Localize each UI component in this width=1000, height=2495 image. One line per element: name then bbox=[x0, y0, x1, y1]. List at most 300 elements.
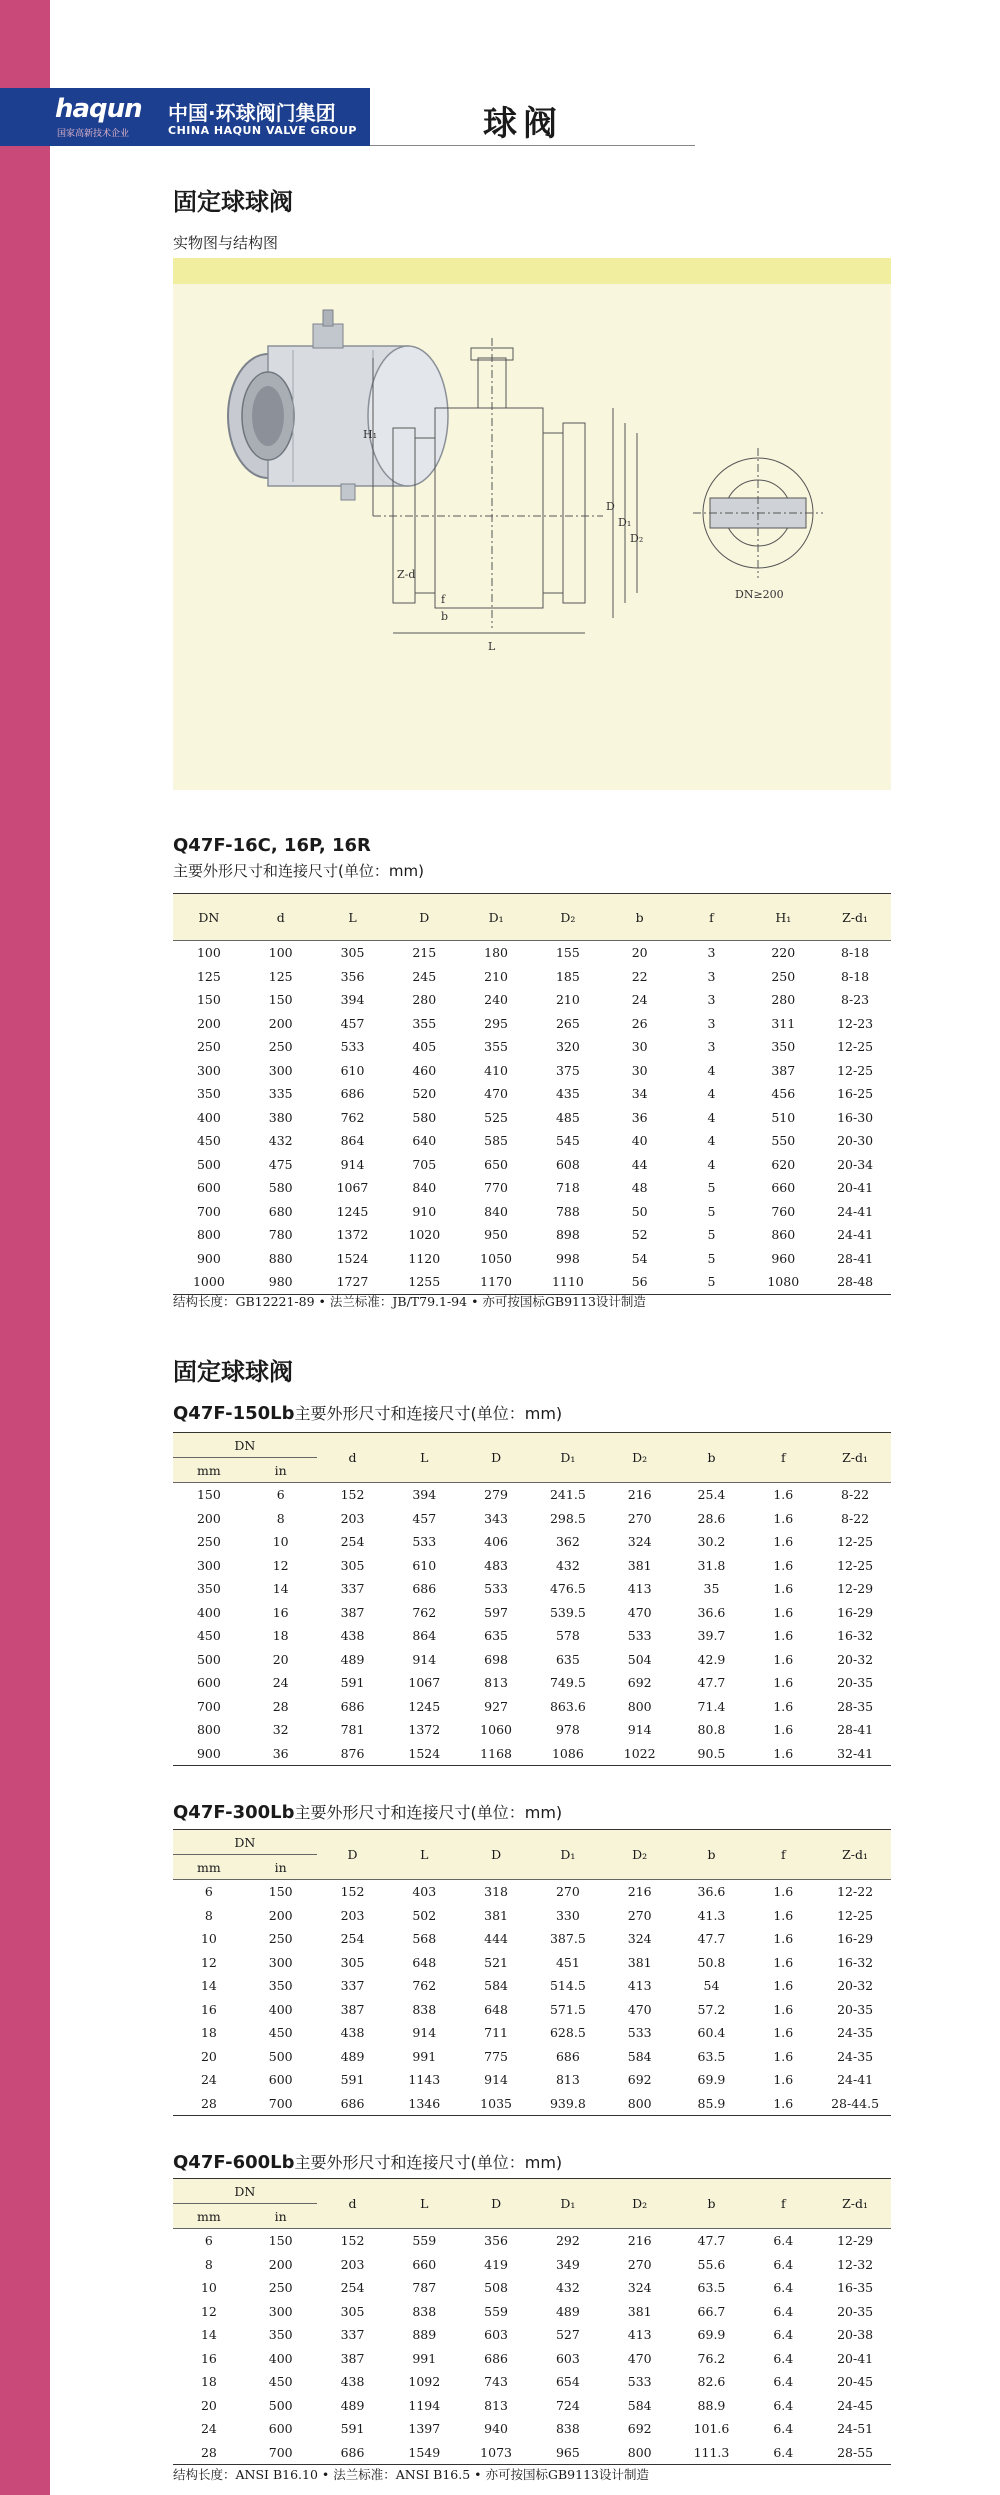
model-code-150lb: Q47F-150Lb bbox=[173, 1403, 295, 1424]
model-code-300lb: Q47F-300Lb bbox=[173, 1802, 295, 1823]
table-cell: 775 bbox=[484, 2048, 509, 2064]
table-cell: 300 bbox=[268, 2303, 293, 2319]
table-cell: 4 bbox=[707, 1133, 716, 1149]
table-cell: 600 bbox=[196, 1675, 221, 1691]
column-header: f bbox=[747, 1830, 819, 1880]
table-cell: 16 bbox=[272, 1604, 289, 1620]
table-cell: 1.6 bbox=[773, 1931, 794, 1947]
table-cell: 520 bbox=[412, 1086, 437, 1102]
table-cell: 254 bbox=[340, 1534, 365, 1550]
column-header: b bbox=[676, 1433, 748, 1483]
table-cell: 16-29 bbox=[837, 1931, 874, 1947]
table-row bbox=[173, 1035, 891, 1059]
side-color-strip bbox=[0, 0, 50, 2495]
column-header: H₁ bbox=[747, 894, 819, 941]
table-cell: 270 bbox=[627, 1510, 652, 1526]
table-cell: 25.4 bbox=[697, 1487, 726, 1503]
table-row bbox=[173, 988, 891, 1012]
table-cell: 500 bbox=[268, 2397, 293, 2413]
table-cell: 12-25 bbox=[837, 1907, 874, 1923]
table-row bbox=[173, 2323, 891, 2347]
table-cell: 1.6 bbox=[773, 2072, 794, 2088]
table-cell: 350 bbox=[268, 2327, 293, 2343]
table-cell: 12-29 bbox=[837, 1581, 874, 1597]
table-cell: 914 bbox=[627, 1722, 652, 1738]
column-header: D₁ bbox=[532, 1433, 604, 1483]
table-cell: 457 bbox=[412, 1510, 437, 1526]
table-row bbox=[173, 1483, 891, 1507]
table-cell: 362 bbox=[555, 1534, 580, 1550]
table-cell: 635 bbox=[555, 1651, 580, 1667]
table-cell: 1255 bbox=[408, 1274, 441, 1290]
table-cell: 85.9 bbox=[697, 2095, 726, 2111]
table-cell: 20-34 bbox=[837, 1156, 874, 1172]
table-cell: 6.4 bbox=[773, 2397, 794, 2413]
table-cell: 483 bbox=[484, 1557, 509, 1573]
header-row bbox=[173, 1433, 891, 1458]
table-cell: 356 bbox=[484, 2233, 509, 2249]
table-cell: 125 bbox=[196, 968, 221, 984]
table-cell: 20-45 bbox=[837, 2374, 874, 2390]
valve-figure bbox=[173, 258, 891, 790]
table-cell: 400 bbox=[196, 1109, 221, 1125]
table-cell: 14 bbox=[272, 1581, 289, 1597]
table-cell: 8 bbox=[204, 1907, 213, 1923]
table-cell: 600 bbox=[196, 1180, 221, 1196]
table-row bbox=[173, 1059, 891, 1083]
table-cell: 1086 bbox=[551, 1745, 584, 1761]
table-cell: 324 bbox=[627, 2280, 652, 2296]
table-cell: 603 bbox=[555, 2350, 580, 2366]
table-cell: 6.4 bbox=[773, 2350, 794, 2366]
label-dn-note: DN≥200 bbox=[735, 588, 784, 601]
table-cell: 1245 bbox=[336, 1203, 369, 1219]
table-cell: 1.6 bbox=[773, 1487, 794, 1503]
table-cell: 50 bbox=[631, 1203, 648, 1219]
table-cell: 6 bbox=[276, 1487, 285, 1503]
table-cell: 8-22 bbox=[841, 1510, 870, 1526]
table-cell: 8 bbox=[276, 1510, 285, 1526]
table-cell: 28 bbox=[200, 2095, 217, 2111]
table-cell: 1143 bbox=[408, 2072, 441, 2088]
table-cell: 545 bbox=[555, 1133, 580, 1149]
table-cell: 3 bbox=[707, 945, 716, 961]
table-row bbox=[173, 1530, 891, 1554]
table-cell: 47.7 bbox=[697, 1675, 726, 1691]
table-cell: 155 bbox=[555, 945, 580, 961]
table-cell: 20-35 bbox=[837, 1675, 874, 1691]
table-cell: 550 bbox=[771, 1133, 796, 1149]
table-cell: 1110 bbox=[551, 1274, 584, 1290]
table-row bbox=[173, 1012, 891, 1036]
table-cell: 31.8 bbox=[697, 1557, 726, 1573]
page-title: 球阀 bbox=[483, 104, 563, 144]
table-cell: 32 bbox=[272, 1722, 289, 1738]
table-cell: 18 bbox=[200, 2374, 217, 2390]
spec-table-16c bbox=[173, 893, 891, 1295]
table-cell: 305 bbox=[340, 1954, 365, 1970]
table-cell: 762 bbox=[412, 1604, 437, 1620]
table-cell: 279 bbox=[484, 1487, 509, 1503]
table-cell: 216 bbox=[627, 1884, 652, 1900]
table-cell: 10 bbox=[272, 1534, 289, 1550]
table-row bbox=[173, 965, 891, 989]
table-cell: 298.5 bbox=[549, 1510, 586, 1526]
table-cell: 450 bbox=[268, 2025, 293, 2041]
table-cell: 20 bbox=[200, 2048, 217, 2064]
table-cell: 620 bbox=[771, 1156, 796, 1172]
table-row bbox=[173, 1695, 891, 1719]
table-cell: 20-41 bbox=[837, 2350, 874, 2366]
table-cell: 150 bbox=[268, 992, 293, 1008]
table-cell: 16-32 bbox=[837, 1954, 874, 1970]
spec-table-300lb bbox=[173, 1829, 891, 2116]
table-cell: 200 bbox=[196, 1015, 221, 1031]
table-cell: 337 bbox=[340, 1581, 365, 1597]
table-cell: 435 bbox=[555, 1086, 580, 1102]
label-d2: D₂ bbox=[630, 532, 644, 545]
header-row bbox=[173, 2179, 891, 2204]
table-cell: 24-51 bbox=[837, 2421, 874, 2437]
table-cell: 584 bbox=[627, 2048, 652, 2064]
table-row bbox=[173, 2370, 891, 2394]
table-cell: 450 bbox=[196, 1628, 221, 1644]
table-cell: 30.2 bbox=[697, 1534, 726, 1550]
header-divider bbox=[370, 145, 695, 146]
table-cell: 698 bbox=[484, 1651, 509, 1667]
table1-subtitle: 主要外形尺寸和连接尺寸(单位：mm) bbox=[173, 862, 424, 880]
dn-header: DN bbox=[173, 2179, 317, 2204]
table-cell: 406 bbox=[484, 1534, 509, 1550]
table-cell: 280 bbox=[771, 992, 796, 1008]
table-cell: 6.4 bbox=[773, 2256, 794, 2272]
table-cell: 18 bbox=[272, 1628, 289, 1644]
sub-column-header: mm bbox=[173, 2204, 245, 2229]
table-row bbox=[173, 1247, 891, 1271]
company-logo bbox=[0, 88, 370, 146]
column-header: D bbox=[388, 894, 460, 941]
table-cell: 450 bbox=[268, 2374, 293, 2390]
table-row bbox=[173, 1671, 891, 1695]
table-cell: 1346 bbox=[408, 2095, 441, 2111]
table-cell: 16-35 bbox=[837, 2280, 874, 2296]
table-cell: 1727 bbox=[336, 1274, 369, 1290]
valve-drawings bbox=[173, 258, 891, 790]
table-cell: 533 bbox=[627, 2374, 652, 2390]
table-cell: 150 bbox=[196, 992, 221, 1008]
table-cell: 337 bbox=[340, 1978, 365, 1994]
model-300lb bbox=[173, 1800, 562, 1823]
table-cell: 525 bbox=[484, 1109, 509, 1125]
table-cell: 724 bbox=[555, 2397, 580, 2413]
table-cell: 265 bbox=[555, 1015, 580, 1031]
table-cell: 1.6 bbox=[773, 1722, 794, 1738]
column-header: Z-d₁ bbox=[819, 894, 891, 941]
column-header: d bbox=[317, 1433, 389, 1483]
table-cell: 20 bbox=[200, 2397, 217, 2413]
table-cell: 20-32 bbox=[837, 1651, 874, 1667]
label-d: D bbox=[606, 500, 615, 513]
table-cell: 840 bbox=[484, 1203, 509, 1219]
table-cell: 600 bbox=[268, 2072, 293, 2088]
table-cell: 4 bbox=[707, 1062, 716, 1078]
table-cell: 1035 bbox=[480, 2095, 512, 2111]
table-cell: 413 bbox=[627, 1581, 652, 1597]
table-cell: 502 bbox=[412, 1907, 437, 1923]
table-cell: 150 bbox=[268, 1884, 293, 1900]
table-cell: 270 bbox=[627, 1907, 652, 1923]
table-cell: 914 bbox=[340, 1156, 365, 1172]
column-header: f bbox=[676, 894, 748, 941]
table-cell: 1.6 bbox=[773, 1907, 794, 1923]
table-cell: 610 bbox=[412, 1557, 437, 1573]
table-cell: 5 bbox=[707, 1227, 716, 1243]
table-cell: 215 bbox=[412, 945, 437, 961]
table-cell: 35 bbox=[703, 1581, 720, 1597]
column-header: d bbox=[317, 2179, 389, 2229]
table-cell: 770 bbox=[484, 1180, 509, 1196]
table-cell: 660 bbox=[771, 1180, 796, 1196]
table-cell: 42.9 bbox=[697, 1651, 726, 1667]
table-cell: 30 bbox=[631, 1039, 648, 1055]
table-cell: 305 bbox=[340, 1557, 365, 1573]
page-header bbox=[0, 88, 700, 146]
column-header: D bbox=[317, 1830, 389, 1880]
table-cell: 700 bbox=[196, 1203, 221, 1219]
table-cell: 539.5 bbox=[549, 1604, 586, 1620]
table-cell: 40 bbox=[631, 1133, 648, 1149]
table-cell: 16 bbox=[200, 2001, 217, 2017]
table-cell: 1.6 bbox=[773, 1557, 794, 1573]
table-cell: 533 bbox=[484, 1581, 509, 1597]
column-header: D₂ bbox=[604, 1830, 676, 1880]
table-cell: 335 bbox=[268, 1086, 293, 1102]
table-cell: 580 bbox=[268, 1180, 293, 1196]
table-cell: 318 bbox=[484, 1884, 509, 1900]
table-cell: 250 bbox=[268, 2280, 293, 2296]
table-cell: 250 bbox=[196, 1534, 221, 1550]
table-cell: 1.6 bbox=[773, 1978, 794, 1994]
table-row bbox=[173, 2441, 891, 2465]
table-cell: 28 bbox=[272, 1698, 289, 1714]
table-row bbox=[173, 2347, 891, 2371]
table-cell: 350 bbox=[196, 1581, 221, 1597]
table-cell: 860 bbox=[771, 1227, 796, 1243]
table-cell: 838 bbox=[412, 2303, 437, 2319]
table-cell: 5 bbox=[707, 1180, 716, 1196]
column-header: DN bbox=[173, 894, 245, 941]
table-cell: 950 bbox=[484, 1227, 509, 1243]
table-cell: 788 bbox=[555, 1203, 580, 1219]
table-cell: 381 bbox=[627, 2303, 652, 2319]
column-header: D bbox=[460, 2179, 532, 2229]
table-cell: 311 bbox=[771, 1015, 796, 1031]
table-cell: 55.6 bbox=[697, 2256, 726, 2272]
table-cell: 22 bbox=[631, 968, 648, 984]
table-row bbox=[173, 1082, 891, 1106]
table-cell: 889 bbox=[412, 2327, 437, 2343]
table-cell: 152 bbox=[340, 1884, 365, 1900]
sub-column-header: mm bbox=[173, 1458, 245, 1483]
table-cell: 24 bbox=[272, 1675, 289, 1691]
table-cell: 470 bbox=[484, 1086, 509, 1102]
table-cell: 686 bbox=[340, 1086, 365, 1102]
table-cell: 200 bbox=[196, 1510, 221, 1526]
table-row bbox=[173, 1648, 891, 1672]
sub-column-header: in bbox=[245, 2204, 317, 2229]
table-row bbox=[173, 2300, 891, 2324]
sub-column-header: in bbox=[245, 1855, 317, 1880]
sub-column-header: mm bbox=[173, 1855, 245, 1880]
table-cell: 980 bbox=[268, 1274, 293, 1290]
table3-subtitle: 主要外形尺寸和连接尺寸(单位：mm) bbox=[294, 1803, 563, 1822]
table-cell: 1.6 bbox=[773, 2048, 794, 2064]
table-cell: 20 bbox=[272, 1651, 289, 1667]
table-cell: 300 bbox=[196, 1062, 221, 1078]
table-cell: 991 bbox=[412, 2350, 437, 2366]
table-cell: 1.6 bbox=[773, 1698, 794, 1714]
table-cell: 5 bbox=[707, 1274, 716, 1290]
table-cell: 245 bbox=[412, 968, 437, 984]
table-cell: 203 bbox=[340, 1510, 365, 1526]
table4-subtitle: 主要外形尺寸和连接尺寸(单位：mm) bbox=[294, 2153, 563, 2172]
logo-brand-text: haqun bbox=[55, 94, 142, 124]
table-cell: 8-18 bbox=[841, 968, 870, 984]
table-cell: 628.5 bbox=[549, 2025, 586, 2041]
column-header: D₁ bbox=[460, 894, 532, 941]
table-cell: 8 bbox=[204, 2256, 213, 2272]
table-cell: 508 bbox=[484, 2280, 509, 2296]
table-cell: 12 bbox=[200, 1954, 217, 1970]
model-150lb bbox=[173, 1401, 562, 1424]
table-cell: 1194 bbox=[408, 2397, 441, 2413]
table-cell: 24-45 bbox=[837, 2397, 874, 2413]
table1-note: 结构长度：GB12221-89 • 法兰标准：JB/T79.1-94 • 亦可按国标GB9113设计制造 bbox=[173, 1294, 646, 1309]
table-cell: 749.5 bbox=[549, 1675, 586, 1691]
table-cell: 1.6 bbox=[773, 2025, 794, 2041]
table-row bbox=[173, 1223, 891, 1247]
table-cell: 355 bbox=[484, 1039, 509, 1055]
table-cell: 686 bbox=[340, 1698, 365, 1714]
table-cell: 559 bbox=[412, 2233, 437, 2249]
table-cell: 71.4 bbox=[697, 1698, 726, 1714]
table-cell: 24-41 bbox=[837, 2072, 874, 2088]
table-cell: 521 bbox=[484, 1954, 509, 1970]
table-cell: 914 bbox=[484, 2072, 509, 2088]
table-cell: 1020 bbox=[408, 1227, 441, 1243]
table-cell: 295 bbox=[484, 1015, 509, 1031]
column-header: b bbox=[676, 1830, 748, 1880]
table-cell: 485 bbox=[555, 1109, 580, 1125]
table-cell: 28-55 bbox=[837, 2444, 874, 2460]
table-cell: 686 bbox=[484, 2350, 509, 2366]
table-cell: 692 bbox=[627, 2421, 652, 2437]
table-cell: 914 bbox=[412, 2025, 437, 2041]
table-row bbox=[173, 1176, 891, 1200]
table-cell: 914 bbox=[412, 1651, 437, 1667]
table-cell: 686 bbox=[555, 2048, 580, 2064]
table-cell: 300 bbox=[268, 1062, 293, 1078]
table-cell: 584 bbox=[627, 2397, 652, 2413]
table-cell: 24-35 bbox=[837, 2025, 874, 2041]
table-cell: 36 bbox=[272, 1745, 289, 1761]
table-cell: 3 bbox=[707, 1015, 716, 1031]
company-name-cn: 中国·环球阀门集团 bbox=[168, 101, 336, 125]
table-cell: 568 bbox=[412, 1931, 437, 1947]
table-cell: 978 bbox=[555, 1722, 580, 1738]
table-cell: 185 bbox=[555, 968, 580, 984]
table-cell: 533 bbox=[412, 1534, 437, 1550]
table-cell: 324 bbox=[627, 1534, 652, 1550]
table-cell: 1397 bbox=[408, 2421, 441, 2437]
table-row bbox=[173, 2229, 891, 2253]
table-cell: 1.6 bbox=[773, 2095, 794, 2111]
table-cell: 608 bbox=[555, 1156, 580, 1172]
table-row bbox=[173, 2276, 891, 2300]
table-cell: 743 bbox=[484, 2374, 509, 2390]
table-row bbox=[173, 1904, 891, 1928]
table-cell: 24-41 bbox=[837, 1227, 874, 1243]
table-cell: 16-29 bbox=[837, 1604, 874, 1620]
table-cell: 1.6 bbox=[773, 1884, 794, 1900]
model-code-600lb: Q47F-600Lb bbox=[173, 2152, 295, 2173]
table-cell: 12-23 bbox=[837, 1015, 874, 1031]
table-row bbox=[173, 1951, 891, 1975]
table-cell: 705 bbox=[412, 1156, 437, 1172]
table-cell: 965 bbox=[555, 2444, 580, 2460]
table-cell: 413 bbox=[627, 2327, 652, 2343]
dn-header: DN bbox=[173, 1433, 317, 1458]
table-cell: 1524 bbox=[336, 1250, 369, 1266]
company-name-en: CHINA HAQUN VALVE GROUP bbox=[168, 124, 357, 137]
table-cell: 292 bbox=[555, 2233, 580, 2249]
column-header: L bbox=[317, 894, 389, 941]
table-cell: 240 bbox=[484, 992, 509, 1008]
table-cell: 39.7 bbox=[697, 1628, 726, 1644]
table-row bbox=[173, 941, 891, 965]
table-cell: 250 bbox=[268, 1931, 293, 1947]
table-cell: 330 bbox=[555, 1907, 580, 1923]
table-cell: 787 bbox=[412, 2280, 437, 2296]
table-row bbox=[173, 1601, 891, 1625]
table-cell: 337 bbox=[340, 2327, 365, 2343]
table-cell: 6.4 bbox=[773, 2444, 794, 2460]
table-cell: 387 bbox=[340, 2001, 365, 2017]
table-cell: 940 bbox=[484, 2421, 509, 2437]
table-row bbox=[173, 1974, 891, 1998]
table-cell: 813 bbox=[555, 2072, 580, 2088]
table-cell: 686 bbox=[340, 2095, 365, 2111]
table-cell: 711 bbox=[484, 2025, 509, 2041]
table-cell: 203 bbox=[340, 2256, 365, 2272]
table-cell: 20-35 bbox=[837, 2001, 874, 2017]
table-cell: 48 bbox=[631, 1180, 648, 1196]
column-header: Z-d₁ bbox=[819, 2179, 891, 2229]
table-cell: 470 bbox=[627, 1604, 652, 1620]
table-cell: 1.6 bbox=[773, 1581, 794, 1597]
table-cell: 20 bbox=[631, 945, 648, 961]
table-cell: 489 bbox=[340, 1651, 365, 1667]
table-cell: 650 bbox=[484, 1156, 509, 1172]
table-cell: 24 bbox=[200, 2421, 217, 2437]
table-cell: 387 bbox=[340, 1604, 365, 1620]
table-cell: 597 bbox=[484, 1604, 509, 1620]
table-cell: 28.6 bbox=[697, 1510, 726, 1526]
table-cell: 150 bbox=[196, 1487, 221, 1503]
table-row bbox=[173, 1507, 891, 1531]
table-row bbox=[173, 1718, 891, 1742]
table-cell: 991 bbox=[412, 2048, 437, 2064]
